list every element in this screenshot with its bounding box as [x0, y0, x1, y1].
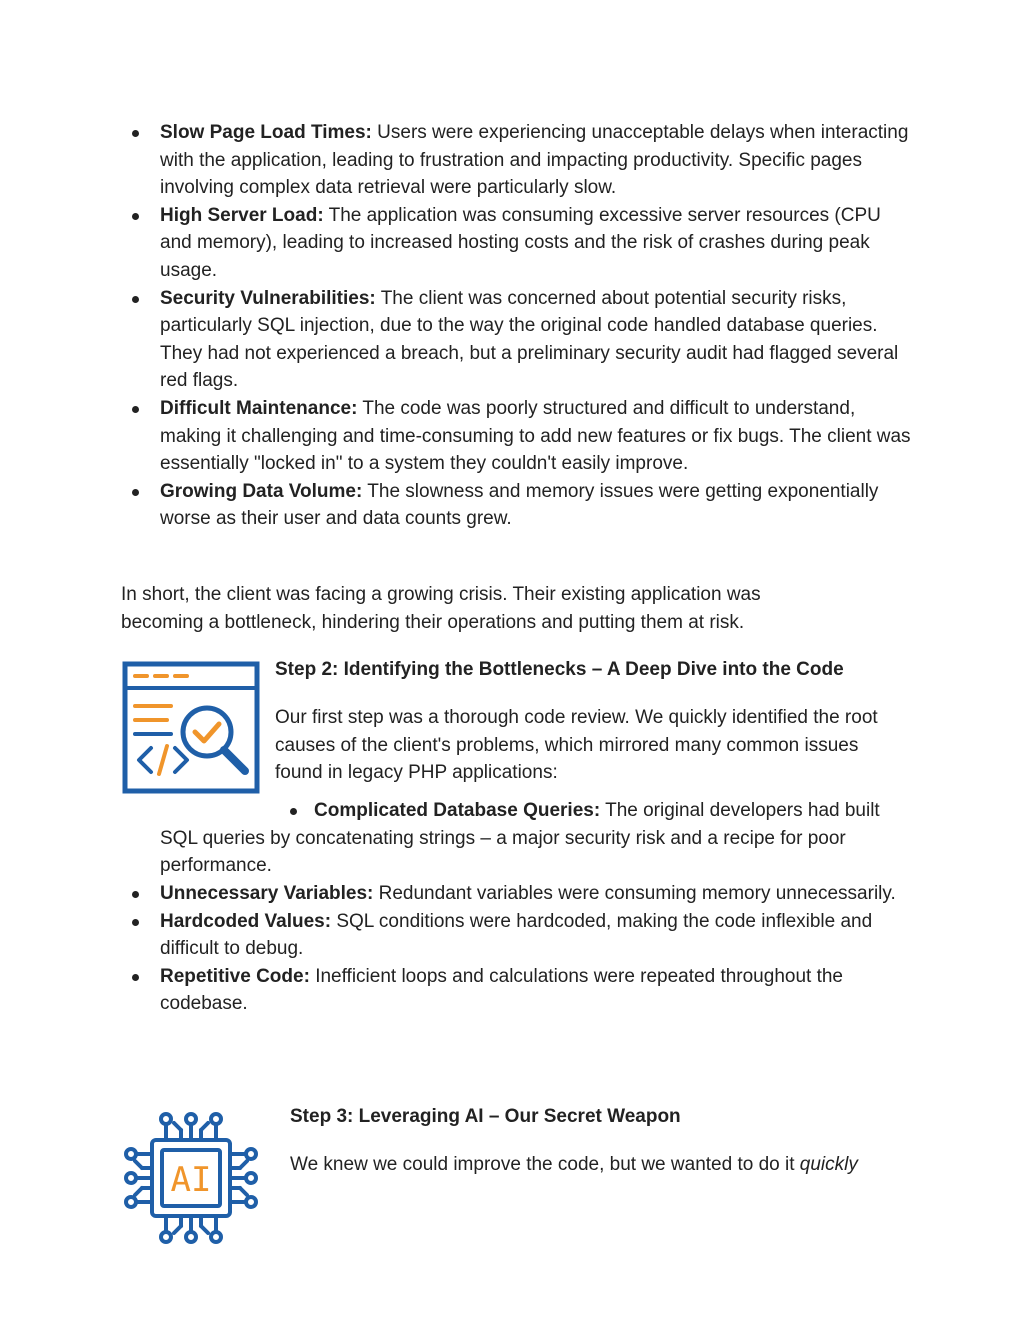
- list-item: High Server Load: The application was consuming excessive server resources (CPU and memory), leading to increased hosting costs and the risk of crashes during peak usage.: [121, 202, 911, 285]
- step2-intro: Our first step was a thorough code review. We quickly identified the root causes of the client's problems, which mirrored many common issues found in legacy PHP applications:: [275, 707, 878, 784]
- step3-intro: We knew we could improve the code, but we wanted to do it quickly: [290, 1154, 858, 1175]
- list-item: Difficult Maintenance: The code was poorly structured and difficult to understand, making it challenging and time-consuming to add new features or fix bugs. The client was essentially "locked in" to a system they couldn't easily improve.: [121, 395, 911, 478]
- summary-paragraph: In short, the client was facing a growing crisis. Their existing application was becoming a bottleneck, hindering their operations and putting them at risk.: [121, 584, 761, 633]
- list-item: Security Vulnerabilities: The client was concerned about potential security risks, particularly SQL injection, due to the way the original code handled database queries. They had not experienced a breach, but a preliminary security audit had flagged several red flags.: [121, 285, 911, 395]
- code-review-icon: [121, 660, 261, 796]
- list-item: Hardcoded Values: SQL conditions were hardcoded, making the code inflexible and difficult to debug.: [121, 908, 911, 963]
- list-item: Unnecessary Variables: Redundant variables were consuming memory unnecessarily.: [121, 880, 911, 908]
- list-item: Growing Data Volume: The slowness and memory issues were getting exponentially worse as their user and data counts grew.: [121, 478, 911, 533]
- list-item: Repetitive Code: Inefficient loops and calculations were repeated throughout the codebase.: [121, 963, 911, 1018]
- step2-heading: Step 2: Identifying the Bottlenecks – A Deep Dive into the Code: [275, 659, 844, 680]
- step3-heading: Step 3: Leveraging AI – Our Secret Weapon: [290, 1106, 681, 1127]
- list-item: Slow Page Load Times: Users were experiencing unacceptable delays when interacting with the application, leading to frustration and impacting productivity. Specific pages involving complex data retrieval were particularly slow.: [121, 119, 911, 202]
- ai-chip-label: AI: [170, 1160, 212, 1200]
- list-item: Complicated Database Queries: The original developers had built SQL queries by concatenating strings – a major security risk and a recipe for poor performance.: [160, 800, 880, 877]
- challenges-list: [121, 119, 911, 533]
- ai-chip-icon: [122, 1110, 260, 1246]
- bottlenecks-list: [121, 880, 911, 1018]
